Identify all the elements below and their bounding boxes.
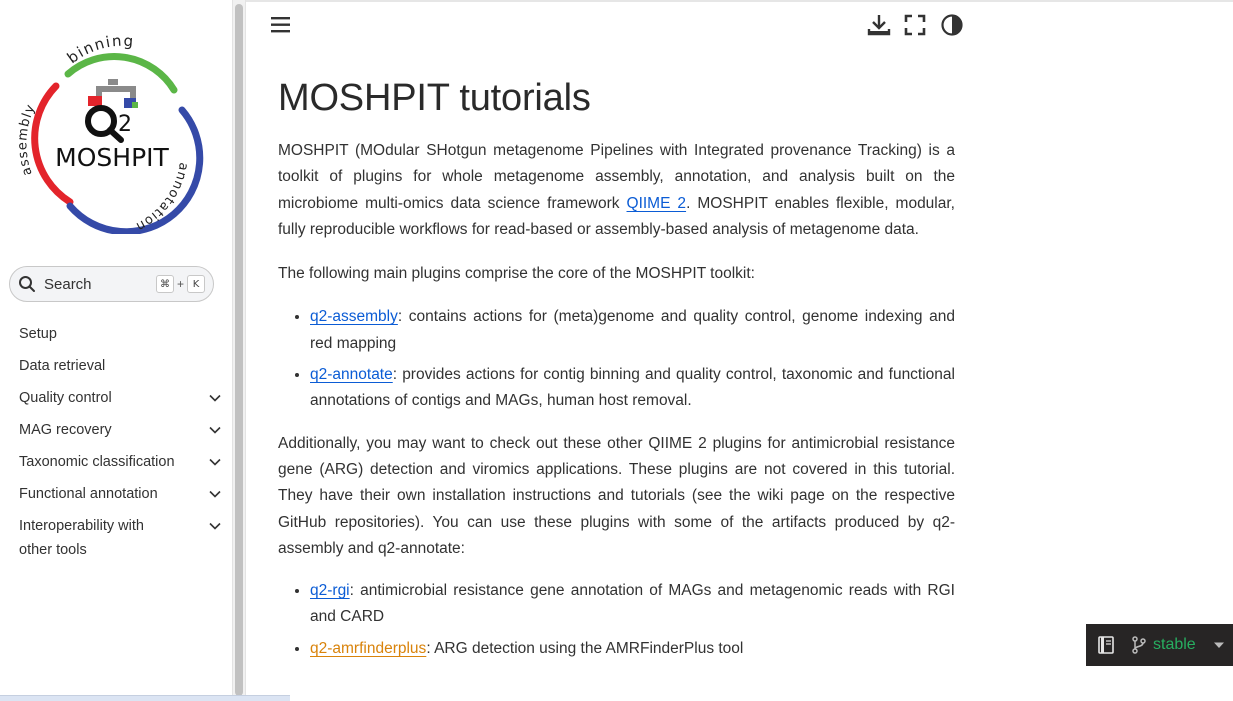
intro-text-before: MOSHPIT (MOdular SHotgun metagenome Pipelines with Integrated provenance Tracking) is a toolkit of plugins for whole metagenome assembly, annotation, and analysis built on the microbiome multi-omics data science framework (278, 142, 955, 212)
sidebar-item-setup[interactable] (0, 318, 232, 350)
k-key: K (187, 275, 205, 293)
list-item (310, 362, 955, 415)
sidebar-scrollbar[interactable] (232, 0, 246, 701)
main-content (278, 70, 955, 667)
git-branch-icon (1131, 636, 1147, 654)
sidebar-nav (0, 318, 232, 566)
chevron-down-icon[interactable] (208, 487, 222, 501)
other-plugins-list (278, 578, 955, 662)
chevron-down-icon[interactable] (208, 391, 222, 405)
sidebar-item-label: Quality control (19, 390, 112, 406)
chevron-down-icon[interactable] (208, 423, 222, 437)
book-icon (1097, 636, 1115, 654)
plugin-description: : ARG detection using the AMRFinderPlus tool (426, 639, 744, 657)
plugin-description: : antimicrobial resistance gene annotation of MAGs and metagenomic reads with RGI and CARD (310, 582, 955, 626)
plugins-intro-paragraph: The following main plugins comprise the core of the MOSHPIT toolkit: (278, 265, 755, 283)
q2-amrfinderplus-link[interactable]: q2-amrfinderplus (310, 639, 427, 657)
sidebar-item-label: Functional annotation (19, 486, 158, 502)
search-shortcut (156, 275, 205, 293)
svg-text:MOSHPIT: MOSHPIT (55, 143, 169, 172)
version-label: stable (1153, 636, 1196, 653)
q2-annotate-link[interactable]: q2-annotate (310, 366, 393, 384)
sidebar-item-label-line2: other tools (19, 542, 87, 558)
svg-text:annotation: annotation (132, 161, 191, 234)
intro-paragraph (278, 138, 955, 243)
list-item (310, 304, 955, 357)
bottom-status-strip (0, 695, 290, 701)
chevron-down-icon[interactable] (208, 455, 222, 469)
core-plugins-list (278, 304, 955, 414)
search-box[interactable] (9, 266, 214, 302)
download-icon[interactable] (867, 13, 891, 37)
sidebar-item-interoperability[interactable] (0, 510, 232, 566)
page-title: MOSHPIT tutorials (278, 77, 591, 119)
plugin-description: : provides actions for contig binning and quality control, taxonomic and functional annotations of contigs and MAGs, human host removal. (310, 366, 955, 410)
sidebar-item-label: MAG recovery (19, 422, 112, 438)
caret-down-icon (1213, 639, 1225, 651)
intro-text-after: . MOSHPIT enables flexible, modular, fully reproducible workflows for read-based or assembly-based analysis of metagenome data. (278, 194, 955, 238)
list-item (310, 578, 955, 631)
sidebar-item-data-retrieval[interactable] (0, 350, 232, 382)
theme-toggle-icon[interactable] (940, 13, 964, 37)
plugin-description: : contains actions for (meta)genome and quality control, genome indexing and red mapping (310, 308, 955, 352)
q2-rgi-link[interactable]: q2-rgi (310, 582, 350, 600)
search-label: Search (44, 275, 92, 293)
sidebar-item-quality-control[interactable] (0, 382, 232, 414)
sidebar (0, 0, 232, 701)
sidebar-item-functional-annotation[interactable] (0, 478, 232, 510)
additional-plugins-paragraph: Additionally, you may want to check out these other QIIME 2 plugins for antimicrobial resistance gene (ARG) detection and viromics applications. These plugins are not covered in this tutorial. They have their own installation instructions and tutorials (see the wiki page on the respective GitHub repositories). You can use these plugins with some of the artifacts produced by q2-assembly and q2-annotate: (278, 434, 955, 557)
fullscreen-icon[interactable] (903, 13, 927, 37)
sidebar-item-mag-recovery[interactable] (0, 414, 232, 446)
sidebar-item-label: Taxonomic classification (19, 454, 175, 470)
sidebar-item-label: Setup (19, 326, 57, 342)
scrollbar-thumb[interactable] (235, 4, 243, 696)
svg-text:2: 2 (118, 112, 132, 137)
sidebar-item-label-line1: Interoperability with (19, 518, 144, 534)
q2-assembly-link[interactable]: q2-assembly (310, 308, 398, 326)
hamburger-icon[interactable] (270, 15, 292, 35)
svg-text:assembly: assembly (15, 101, 39, 178)
chevron-down-icon[interactable] (208, 519, 222, 533)
sidebar-item-label: Data retrieval (19, 358, 106, 374)
shortcut-plus: + (176, 277, 184, 291)
version-switcher[interactable] (1086, 624, 1233, 666)
sidebar-item-taxonomic-classification[interactable] (0, 446, 232, 478)
search-icon (18, 275, 36, 293)
sidebar-item-label (19, 514, 144, 562)
command-key: ⌘ (156, 275, 174, 293)
list-item (310, 636, 955, 662)
green-arc (68, 57, 174, 90)
svg-text:binning: binning (63, 34, 136, 68)
qiime2-link[interactable]: QIIME 2 (626, 194, 687, 212)
moshpit-logo[interactable] (12, 34, 212, 234)
